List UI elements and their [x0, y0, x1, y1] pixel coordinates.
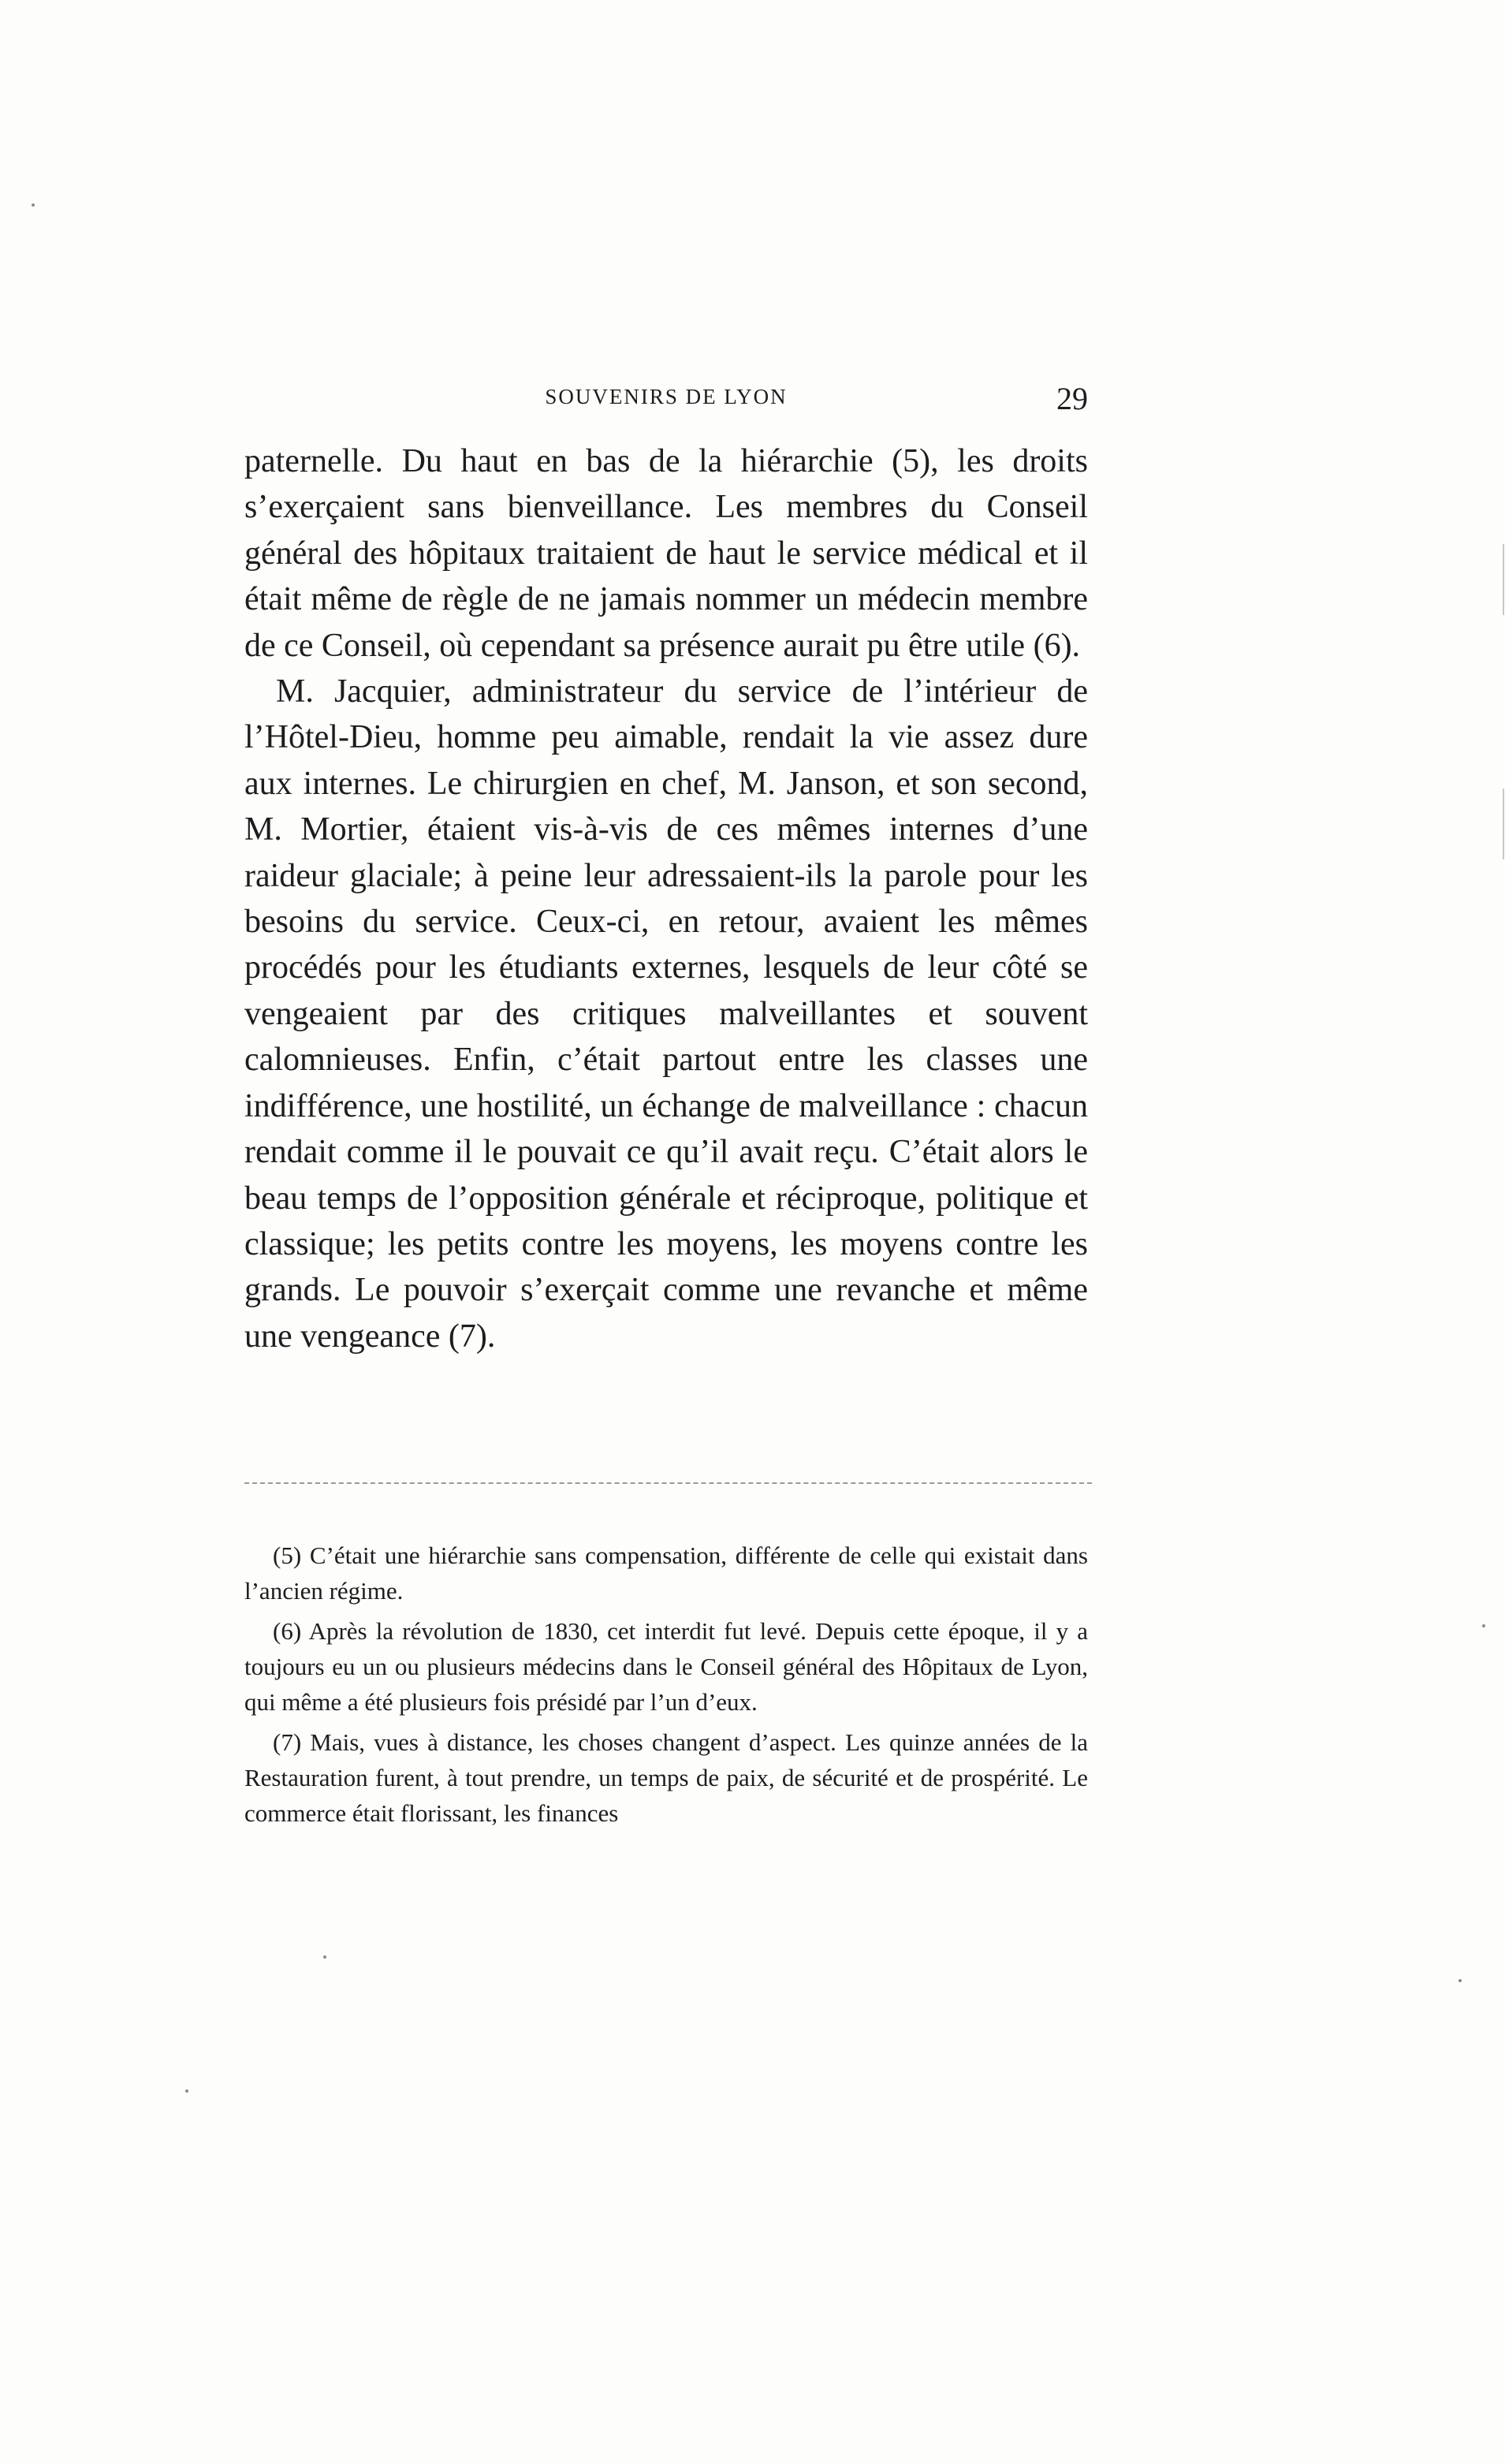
- paragraph: paternelle. Du haut en bas de la hiérarchie (5), les droits s’exerçaient sans bienveillance. Les membres du Conseil général des hôpitaux traitaient de haut le service médical et il était même de règle de ne jamais nommer un médecin membre de ce Conseil, où cependant sa présence aurait pu être utile (6).: [244, 443, 1088, 664]
- footnotes: [244, 1538, 1088, 1836]
- footnote: (6) Après la révolution de 1830, cet interdit fut levé. Depuis cette époque, il y a toujours eu un ou plusieurs médecins dans le Conseil général des Hôpitaux de Lyon, qui même a été plusieurs fois présidé par l’un d’eux.: [244, 1617, 1088, 1716]
- scan-margin-mark: [1503, 544, 1504, 615]
- page-number: 29: [1056, 381, 1088, 416]
- scan-margin-mark: [1503, 788, 1504, 859]
- scan-speck: [185, 2089, 188, 2093]
- scan-speck: [323, 1955, 326, 1959]
- scan-speck: [32, 203, 35, 207]
- body-text: [244, 438, 1088, 1359]
- scan-speck: [1458, 1979, 1462, 1982]
- scan-speck: [1482, 1624, 1485, 1627]
- running-head: [244, 381, 1088, 416]
- footnote: (5) C’était une hiérarchie sans compensation, différente de celle qui existait dans l’ancien régime.: [244, 1541, 1088, 1605]
- footnote: (7) Mais, vues à distance, les choses changent d’aspect. Les quinze années de la Restauration furent, à tout prendre, un temps de paix, de sécurité et de prospérité. Le commerce était florissant, les finances: [244, 1728, 1088, 1827]
- paragraph: M. Jacquier, administrateur du service de l’intérieur de l’Hôtel-Dieu, homme peu aimable, rendait la vie assez dure aux internes. Le chirurgien en chef, M. Janson, et son second, M. Mortier, étaient vis-à-vis de ces mêmes internes d’une raideur glaciale; à peine leur adressaient-ils la parole pour les besoins du service. Ceux-ci, en retour, avaient les mêmes procédés pour les étudiants externes, lesquels de leur côté se vengeaient par des critiques malveillantes et souvent calomnieuses. Enfin, c’était partout entre les classes une indifférence, une hostilité, un échange de malveillance : chacun rendait comme il le pouvait ce qu’il avait reçu. C’était alors le beau temps de l’opposition générale et réciproque, politique et classique; les petits contre les moyens, les moyens contre les grands. Le pouvoir s’exerçait comme une revanche et même une vengeance (7).: [244, 673, 1088, 1355]
- footnote-separator: [244, 1482, 1092, 1484]
- running-title: SOUVENIRS DE LYON: [545, 385, 788, 408]
